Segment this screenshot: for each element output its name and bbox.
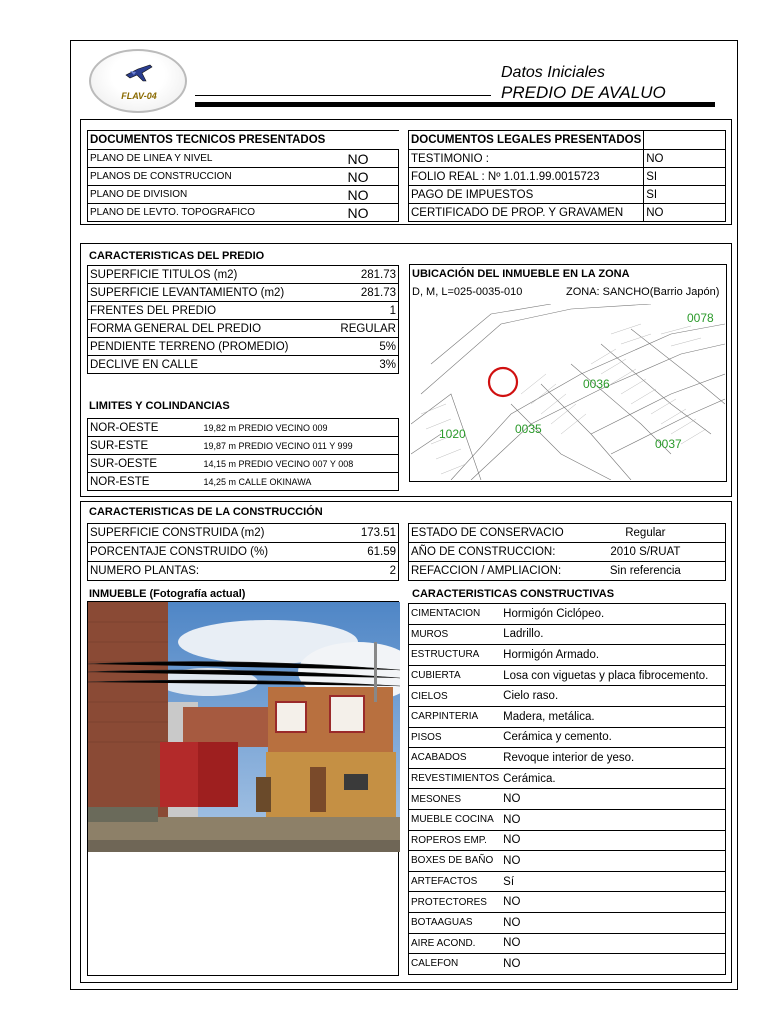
legal-document-row bbox=[409, 204, 726, 222]
boundary-row-value: 19,87 m PREDIO VECINO 011 Y 999 bbox=[202, 437, 399, 455]
header-rule bbox=[195, 95, 491, 96]
construction-summary-row-label: NUMERO PLANTAS: bbox=[88, 562, 343, 581]
construction-summary-row bbox=[88, 562, 399, 581]
boundary-row-label: NOR-OESTE bbox=[88, 419, 202, 437]
construction-feature-row bbox=[409, 727, 726, 748]
location-code: D, M, L=025-0035-010 bbox=[412, 286, 523, 298]
technical-document-row-value: NO bbox=[340, 168, 399, 186]
construction-feature-row-value: Sí bbox=[501, 871, 725, 892]
legal-document-row bbox=[409, 168, 726, 186]
legal-document-row-label: FOLIO REAL : Nº 1.01.1.99.0015723 bbox=[409, 168, 644, 186]
construction-summary-table bbox=[87, 523, 399, 581]
legal-document-row-label: CERTIFICADO DE PROP. Y GRAVAMEN bbox=[409, 204, 644, 222]
construction-feature-row-value: Revoque interior de yeso. bbox=[501, 748, 725, 769]
documents-section bbox=[80, 119, 732, 225]
boundary-row bbox=[88, 419, 399, 437]
construction-summary-row-label: PORCENTAJE CONSTRUIDO (%) bbox=[88, 543, 343, 562]
legal-document-row-value: NO bbox=[644, 204, 726, 222]
map-label-block: 1020 bbox=[439, 427, 466, 441]
construction-feature-row-value: NO bbox=[501, 954, 725, 975]
property-photo bbox=[88, 602, 400, 852]
map-label-block: 0035 bbox=[515, 422, 542, 436]
page-title bbox=[501, 63, 666, 103]
boundary-row-label: NOR-ESTE bbox=[88, 473, 202, 491]
property-characteristics-title: CARACTERISTICAS DEL PREDIO bbox=[89, 250, 265, 262]
construction-feature-row-value: Ladrillo. bbox=[501, 624, 725, 645]
construction-feature-row bbox=[409, 604, 726, 625]
construction-feature-row bbox=[409, 954, 726, 975]
property-row bbox=[88, 302, 399, 320]
construction-summary-row-value: 173.51 bbox=[343, 524, 399, 543]
map-label-block: 0037 bbox=[655, 437, 682, 451]
construction-state-table bbox=[408, 523, 726, 581]
property-section bbox=[80, 243, 732, 497]
legal-document-row bbox=[409, 186, 726, 204]
logo-text: FLAV-04 bbox=[121, 91, 157, 101]
boundary-row-label: SUR-ESTE bbox=[88, 437, 202, 455]
construction-feature-row-value: Cielo raso. bbox=[501, 686, 725, 707]
property-location-marker bbox=[489, 368, 517, 396]
construction-feature-row-value: NO bbox=[501, 912, 725, 933]
construction-feature-row-label: BOXES DE BAÑO bbox=[409, 851, 502, 872]
construction-feature-row-value: Losa con viguetas y placa fibrocemento. bbox=[501, 665, 725, 686]
construction-feature-row-label: PROTECTORES bbox=[409, 892, 502, 913]
legal-documents-title: DOCUMENTOS LEGALES PRESENTADOS bbox=[409, 131, 644, 150]
boundary-row bbox=[88, 455, 399, 473]
construction-feature-row-label: ARTEFACTOS bbox=[409, 871, 502, 892]
construction-feature-row-label: PISOS bbox=[409, 727, 502, 748]
location-map bbox=[411, 304, 725, 480]
technical-document-row-label: PLANOS DE CONSTRUCCION bbox=[88, 168, 340, 186]
technical-document-row-value: NO bbox=[340, 186, 399, 204]
technical-document-row-label: PLANO DE LEVTO. TOPOGRAFICO bbox=[88, 204, 340, 222]
construction-feature-row-label: AIRE ACOND. bbox=[409, 933, 502, 954]
property-row-label: SUPERFICIE LEVANTAMIENTO (m2) bbox=[88, 284, 328, 302]
map-label-block: 0036 bbox=[583, 377, 610, 391]
construction-summary-row bbox=[88, 524, 399, 543]
photo-title: INMUEBLE (Fotografía actual) bbox=[89, 588, 246, 600]
property-row bbox=[88, 356, 399, 374]
construction-feature-row-label: REVESTIMIENTOS bbox=[409, 768, 502, 789]
construction-state-row bbox=[409, 562, 726, 581]
property-row-label: FORMA GENERAL DEL PREDIO bbox=[88, 320, 328, 338]
property-row-value: REGULAR bbox=[327, 320, 398, 338]
construction-feature-row bbox=[409, 871, 726, 892]
construction-state-row-label: REFACCION / AMPLIACION: bbox=[409, 562, 566, 581]
property-row-value: 281.73 bbox=[327, 266, 398, 284]
location-title: UBICACIÓN DEL INMUEBLE EN LA ZONA bbox=[412, 268, 630, 280]
construction-feature-row-label: BOTAAGUAS bbox=[409, 912, 502, 933]
construction-feature-row bbox=[409, 830, 726, 851]
construction-feature-row bbox=[409, 665, 726, 686]
technical-document-row-label: PLANO DE LINEA Y NIVEL bbox=[88, 150, 340, 168]
property-row-value: 3% bbox=[327, 356, 398, 374]
construction-feature-row-value: NO bbox=[501, 892, 725, 913]
property-row-label: FRENTES DEL PREDIO bbox=[88, 302, 328, 320]
construction-feature-row bbox=[409, 933, 726, 954]
construction-features-title: CARACTERISTICAS CONSTRUCTIVAS bbox=[412, 588, 615, 600]
property-row-value: 5% bbox=[327, 338, 398, 356]
legal-document-row-value: SI bbox=[644, 168, 726, 186]
boundary-row-value: 14,15 m PREDIO VECINO 007 Y 008 bbox=[202, 455, 399, 473]
construction-title: CARACTERISTICAS DE LA CONSTRUCCIÓN bbox=[89, 506, 323, 518]
construction-summary-row-value: 2 bbox=[343, 562, 399, 581]
construction-feature-row bbox=[409, 809, 726, 830]
legal-document-row-label: TESTIMONIO : bbox=[409, 150, 644, 168]
construction-feature-row-value: NO bbox=[501, 830, 725, 851]
boundaries-title: LIMITES Y COLINDANCIAS bbox=[89, 400, 230, 412]
boundary-row-label: SUR-OESTE bbox=[88, 455, 202, 473]
property-row-value: 1 bbox=[327, 302, 398, 320]
property-row-label: DECLIVE EN CALLE bbox=[88, 356, 328, 374]
property-row-label: SUPERFICIE TITULOS (m2) bbox=[88, 266, 328, 284]
construction-feature-row bbox=[409, 768, 726, 789]
technical-document-row-value: NO bbox=[340, 204, 399, 222]
boundary-row-value: 19,82 m PREDIO VECINO 009 bbox=[202, 419, 399, 437]
construction-summary-row-label: SUPERFICIE CONSTRUIDA (m2) bbox=[88, 524, 343, 543]
property-row-label: PENDIENTE TERRENO (PROMEDIO) bbox=[88, 338, 328, 356]
construction-feature-row-label: CALEFON bbox=[409, 954, 502, 975]
header-rule-thick bbox=[195, 102, 715, 107]
photo-frame bbox=[87, 601, 399, 976]
construction-feature-row-value: Hormigón Ciclópeo. bbox=[501, 604, 725, 625]
construction-summary-row-value: 61.59 bbox=[343, 543, 399, 562]
technical-documents-title: DOCUMENTOS TECNICOS PRESENTADOS bbox=[88, 131, 399, 150]
title-line-1: Datos Iniciales bbox=[501, 64, 606, 81]
construction-feature-row-label: CIMENTACION bbox=[409, 604, 502, 625]
construction-state-row-value: Regular bbox=[566, 524, 726, 543]
airplane-icon bbox=[124, 61, 154, 85]
construction-feature-row-value: Cerámica. bbox=[501, 768, 725, 789]
technical-documents-table bbox=[87, 130, 399, 222]
construction-feature-row-label: CUBIERTA bbox=[409, 665, 502, 686]
appraisal-form bbox=[70, 40, 738, 990]
construction-state-row bbox=[409, 543, 726, 562]
boundary-row bbox=[88, 473, 399, 491]
property-characteristics-table bbox=[87, 265, 399, 374]
company-logo bbox=[89, 49, 187, 113]
map-label-block: 0078 bbox=[687, 311, 714, 325]
construction-feature-row bbox=[409, 645, 726, 666]
construction-feature-row-value: Madera, metálica. bbox=[501, 706, 725, 727]
construction-state-row-label: ESTADO DE CONSERVACIO bbox=[409, 524, 566, 543]
property-row-value: 281.73 bbox=[327, 284, 398, 302]
construction-state-row-value: Sin referencia bbox=[566, 562, 726, 581]
technical-document-row bbox=[88, 204, 399, 222]
location-zone: ZONA: SANCHO(Barrio Japón) bbox=[566, 286, 720, 298]
boundary-row bbox=[88, 437, 399, 455]
property-row bbox=[88, 320, 399, 338]
construction-feature-row-label: MUROS bbox=[409, 624, 502, 645]
construction-feature-row bbox=[409, 686, 726, 707]
construction-state-row-label: AÑO DE CONSTRUCCION: bbox=[409, 543, 566, 562]
construction-feature-row bbox=[409, 851, 726, 872]
construction-feature-row bbox=[409, 748, 726, 769]
construction-feature-row-label: MUEBLE COCINA bbox=[409, 809, 502, 830]
technical-document-row-label: PLANO DE DIVISION bbox=[88, 186, 340, 204]
construction-feature-row bbox=[409, 624, 726, 645]
boundary-row-value: 14,25 m CALLE OKINAWA bbox=[202, 473, 399, 491]
construction-feature-row-label: CIELOS bbox=[409, 686, 502, 707]
legal-document-row-value: NO bbox=[644, 150, 726, 168]
legal-documents-table bbox=[408, 130, 726, 222]
construction-feature-row-value: Hormigón Armado. bbox=[501, 645, 725, 666]
property-row bbox=[88, 284, 399, 302]
construction-feature-row bbox=[409, 912, 726, 933]
construction-feature-row bbox=[409, 789, 726, 810]
construction-section bbox=[80, 501, 732, 983]
construction-feature-row bbox=[409, 706, 726, 727]
legal-document-row bbox=[409, 150, 726, 168]
construction-state-row bbox=[409, 524, 726, 543]
construction-feature-row-label: ROPEROS EMP. bbox=[409, 830, 502, 851]
construction-feature-row-label: CARPINTERIA bbox=[409, 706, 502, 727]
boundaries-table bbox=[87, 418, 399, 491]
title-line-2: PREDIO DE AVALUO bbox=[501, 83, 666, 102]
construction-feature-row-value: NO bbox=[501, 789, 725, 810]
construction-feature-row-label: ACABADOS bbox=[409, 748, 502, 769]
property-row bbox=[88, 338, 399, 356]
construction-feature-row-label: ESTRUCTURA bbox=[409, 645, 502, 666]
technical-document-row-value: NO bbox=[340, 150, 399, 168]
legal-document-row-value: SI bbox=[644, 186, 726, 204]
construction-feature-row-label: MESONES bbox=[409, 789, 502, 810]
technical-document-row bbox=[88, 168, 399, 186]
construction-feature-row bbox=[409, 892, 726, 913]
technical-document-row bbox=[88, 150, 399, 168]
property-row bbox=[88, 266, 399, 284]
construction-feature-row-value: NO bbox=[501, 809, 725, 830]
construction-feature-row-value: NO bbox=[501, 933, 725, 954]
technical-document-row bbox=[88, 186, 399, 204]
construction-features-table bbox=[408, 603, 726, 975]
construction-feature-row-value: NO bbox=[501, 851, 725, 872]
construction-feature-row-value: Cerámica y cemento. bbox=[501, 727, 725, 748]
construction-state-row-value: 2010 S/RUAT bbox=[566, 543, 726, 562]
legal-document-row-label: PAGO DE IMPUESTOS bbox=[409, 186, 644, 204]
construction-summary-row bbox=[88, 543, 399, 562]
